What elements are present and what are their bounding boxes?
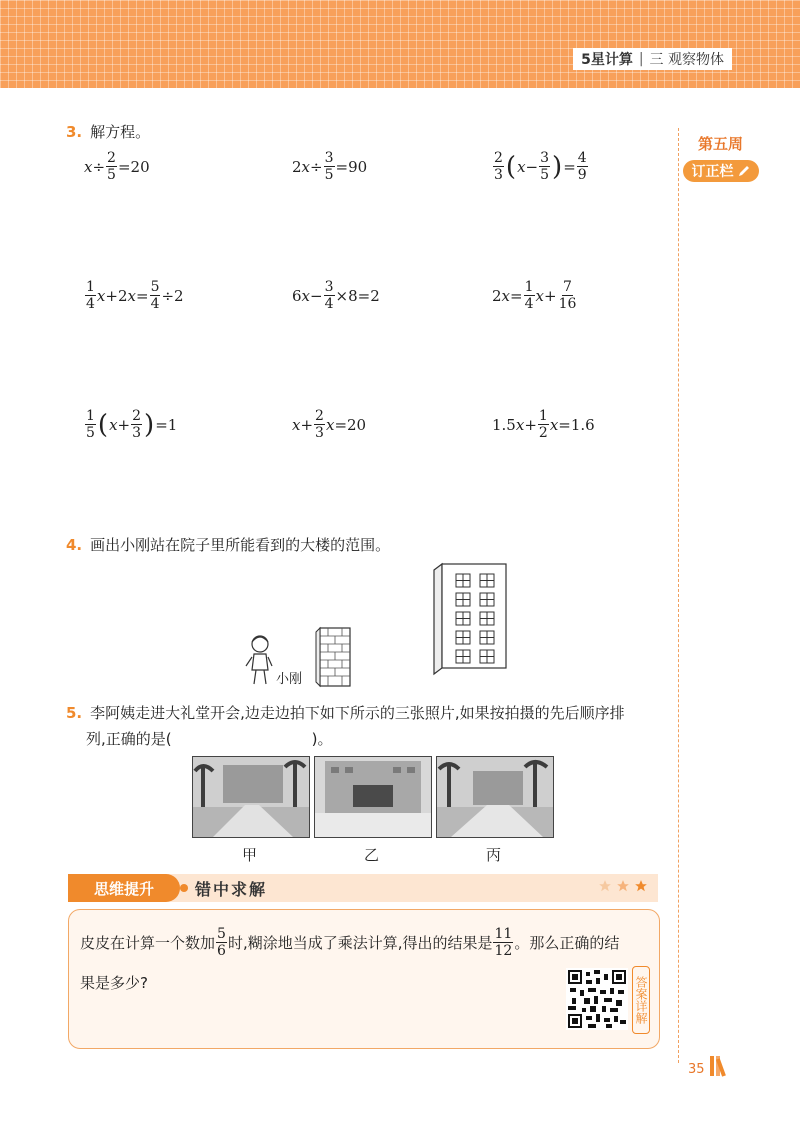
photo-bing (436, 756, 554, 838)
equation-2: 2 x ÷ $\frac{3}{5}$ =90 (292, 150, 368, 183)
frac1-num: 5 (217, 926, 226, 942)
page-header (0, 0, 800, 88)
thinking-text-a: 皮皮在计算一个数加 (80, 934, 216, 952)
q5-number: 5. (66, 703, 83, 722)
star-icon (634, 879, 648, 893)
answer-blank[interactable] (172, 728, 312, 749)
book-title: 5星计算 (581, 52, 633, 68)
q5-line2 (86, 728, 332, 749)
pencil-icon (737, 164, 751, 178)
q5-line2-end: )。 (311, 730, 333, 748)
photo-yi (314, 756, 432, 838)
frac2-num: 11 (494, 926, 513, 942)
equation-8: x + $\frac{2}{3}$ x =20 (292, 408, 367, 441)
star-icon (616, 879, 630, 893)
unit-title: 三 观察物体 (649, 52, 724, 68)
thinking-text-b: 时,糊涂地当成了乘法计算,得出的结果是 (227, 934, 493, 952)
equation-5: 6 x − $\frac{3}{4}$ ×8=2 (292, 279, 380, 312)
thinking-text-c: 。那么正确的结 (514, 934, 620, 952)
page-number: 35 (688, 1062, 705, 1077)
q4-title: 画出小刚站在院子里所能看到的大楼的范围。 (90, 536, 391, 554)
equation-4: $\frac{1}{4}$ x +2 x = $\frac{5}{4}$ ÷2 (86, 279, 184, 312)
q4-heading (66, 534, 390, 555)
photo-label-jia: 甲 (242, 846, 258, 864)
photo-label-bing: 丙 (486, 846, 502, 864)
q5-heading (66, 702, 625, 723)
equation-3: $\frac{2}{3}$ ( x − $\frac{3}{5}$ ) = $\frac{4}{9}$ (494, 150, 587, 183)
boy-figure (246, 636, 272, 684)
q3-title: 解方程。 (90, 123, 151, 141)
books-icon (710, 1056, 726, 1076)
photo-jia (192, 756, 310, 838)
equation-1: x ÷ $\frac{2}{5}$ =20 (84, 150, 150, 183)
correction-label: 订正栏 (691, 164, 734, 180)
answer-detail-label[interactable]: 答案详解 (632, 966, 650, 1034)
equation-7: $\frac{1}{5}$ ( x + $\frac{2}{3}$ ) =1 (86, 408, 178, 441)
q5-line1: 李阿姨走进大礼堂开会,边走边拍下如下所示的三张照片,如果按拍摄的先后顺序排 (90, 704, 625, 722)
thinking-subtitle: 错中求解 (195, 880, 268, 899)
equation-9: 1.5 x + $\frac{1}{2}$ x =1.6 (492, 408, 595, 441)
qr-code-icon[interactable] (566, 968, 628, 1030)
thinking-line1 (80, 926, 619, 959)
thinking-tag: 思维提升 (68, 874, 180, 902)
q3-heading (66, 121, 150, 142)
difficulty-stars (598, 879, 648, 893)
frac1-den: 6 (217, 943, 226, 959)
q4-number: 4. (66, 535, 83, 554)
frac2-den: 12 (494, 943, 513, 959)
sidebar-divider (678, 128, 679, 1063)
q5-line2-start: 列,正确的是( (86, 730, 172, 748)
header-separator: | (638, 51, 644, 67)
tag-dot (180, 884, 188, 892)
fraction-5-6 (216, 926, 227, 959)
week-label: 第五周 (698, 135, 744, 153)
q3-number: 3. (66, 122, 83, 141)
boy-label: 小刚 (276, 672, 303, 687)
correction-tag (683, 160, 759, 182)
brick-wall (316, 628, 350, 686)
fraction-11-12 (493, 926, 513, 959)
star-icon (598, 879, 612, 893)
photo-label-yi: 乙 (364, 846, 380, 864)
equation-6: 2 x = $\frac{1}{4}$ x + $\frac{7}{16}$ (492, 279, 577, 312)
thinking-line2: 果是多少? (80, 974, 148, 992)
header-tab (573, 48, 732, 70)
